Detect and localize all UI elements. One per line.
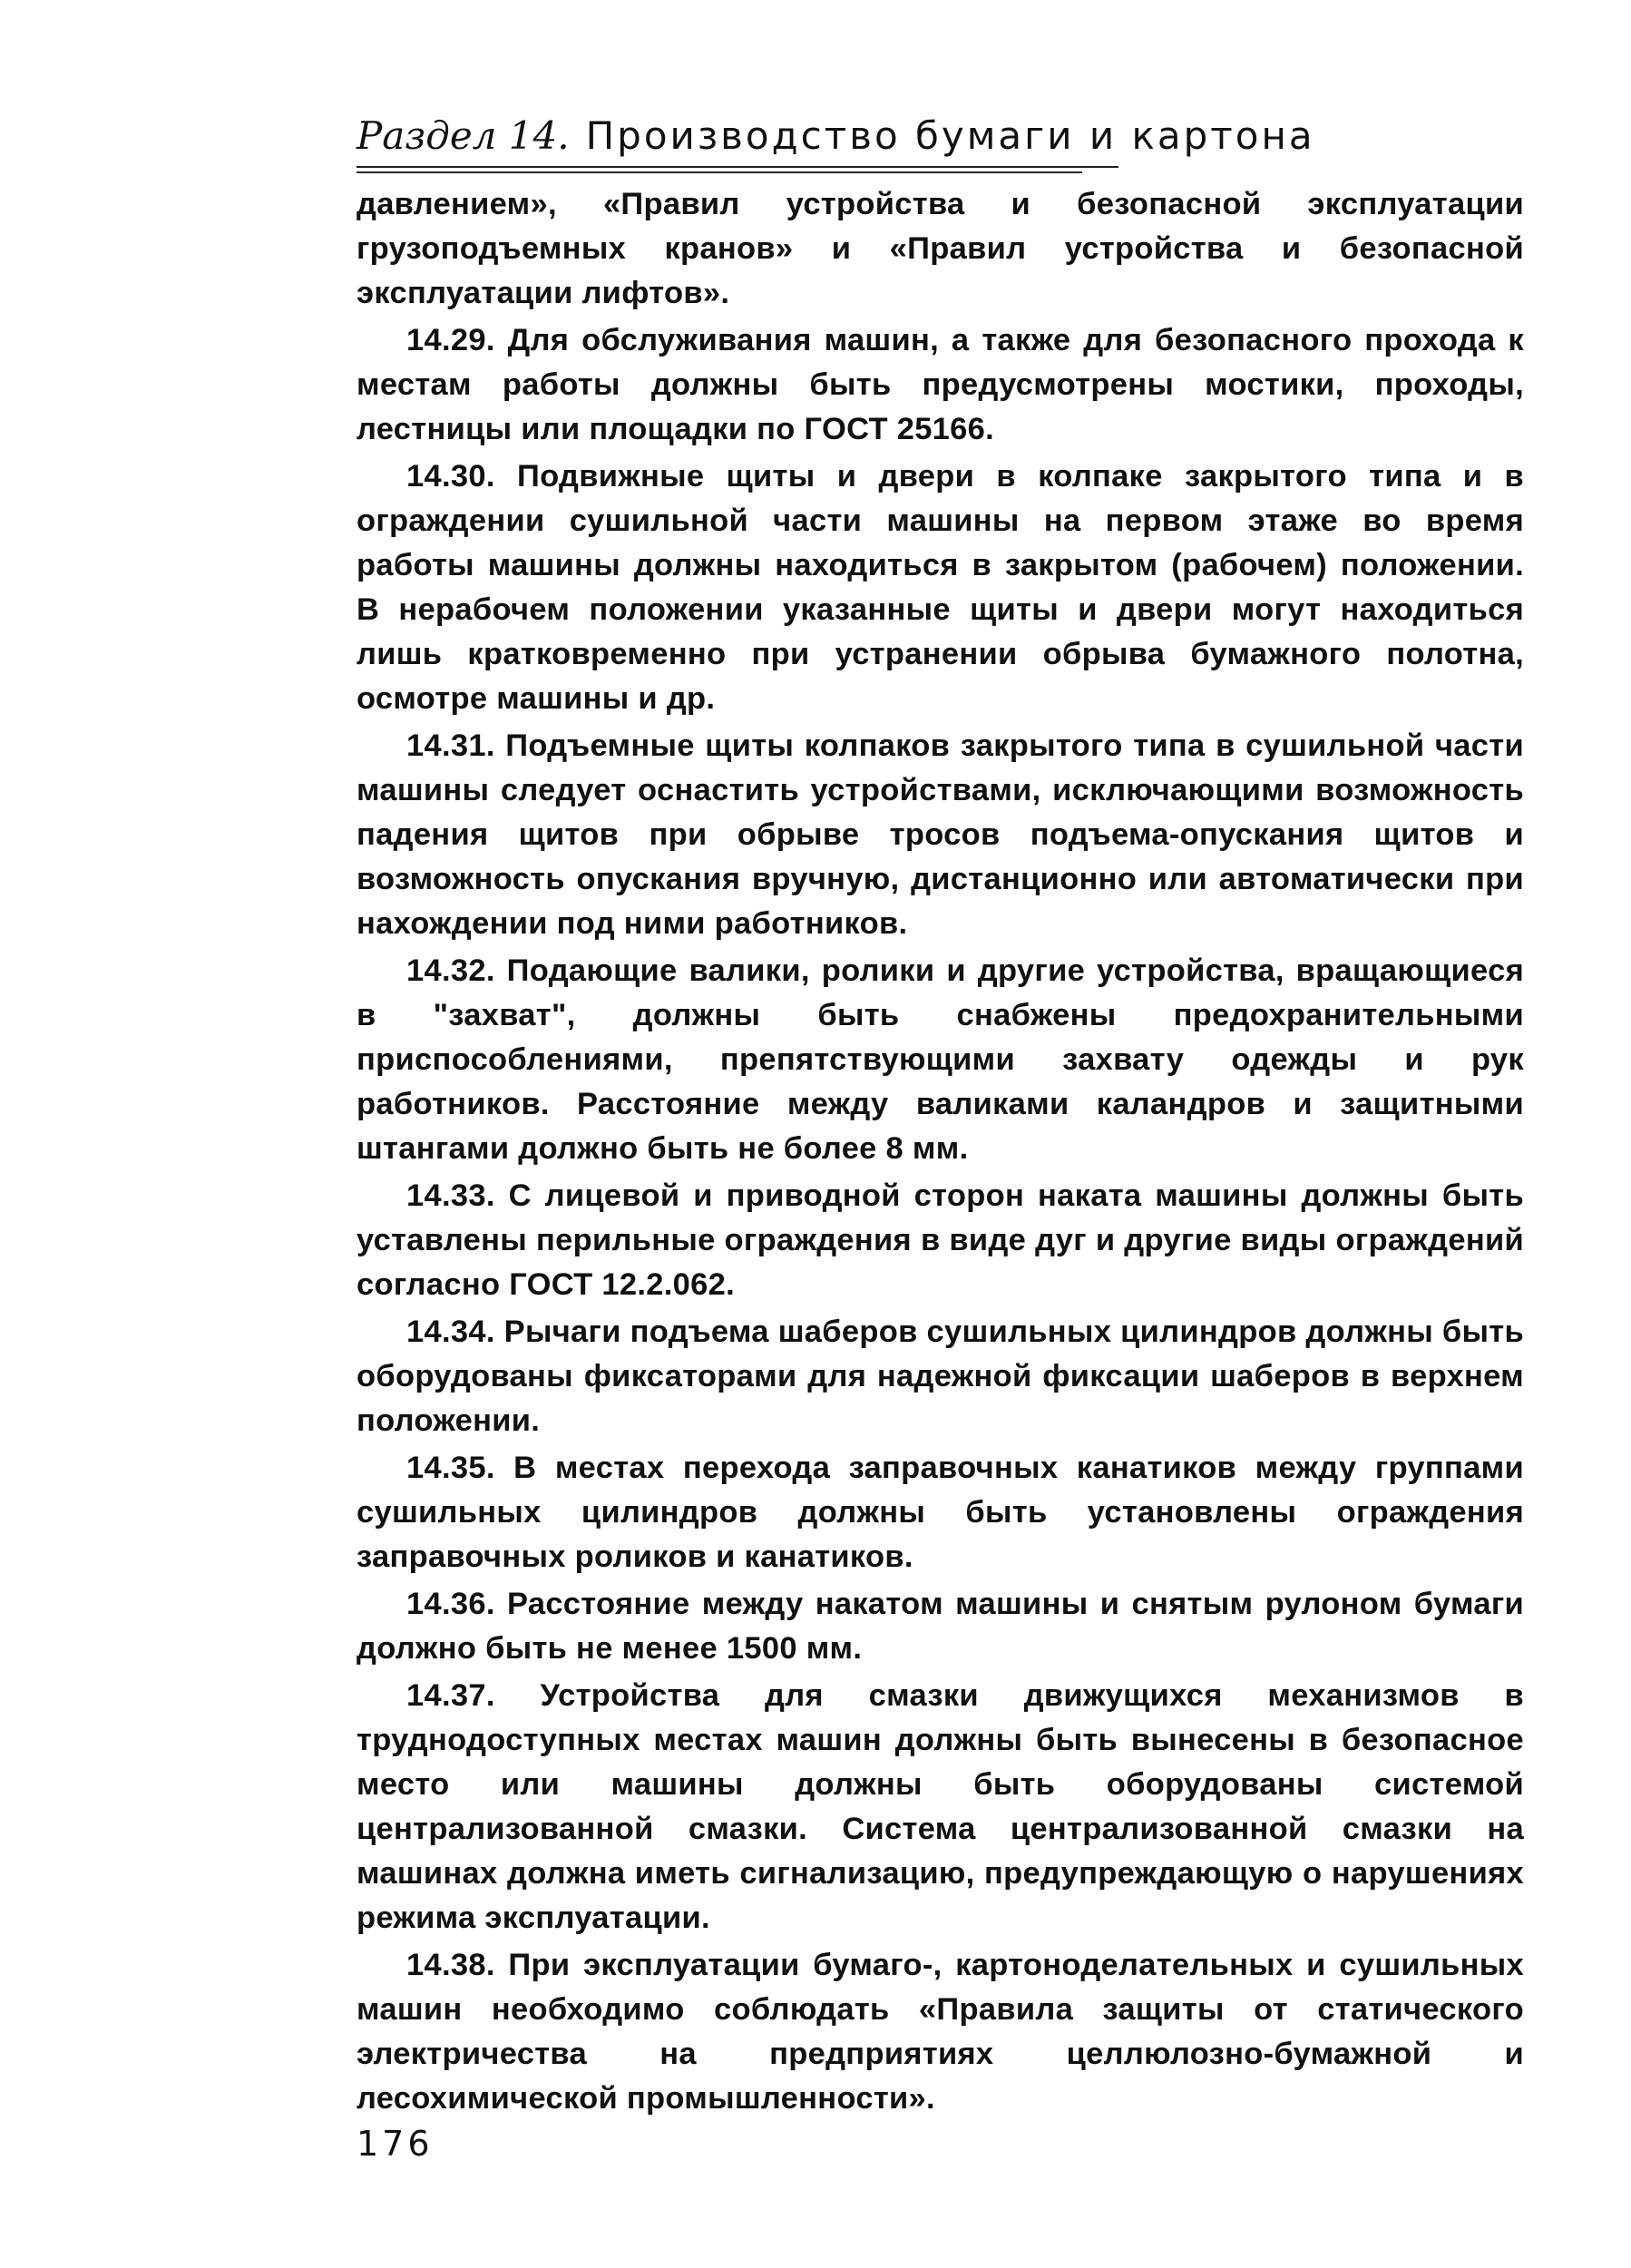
paragraph-14-35: 14.35. В местах перехода заправочных канатиков между группами сушильных цилиндров должны быть установлены ограждения заправочных роликов и канатиков.	[356, 1451, 1524, 1574]
paragraph-14-29: 14.29. Для обслуживания машин, а также для безопасного прохода к местам работы должны быть предусмотрены мостики, проходы, лестницы или площадки по ГОСТ 25166.	[356, 323, 1524, 446]
paragraph-14-31: 14.31. Подъемные щиты колпаков закрытого типа в сушильной части машины следует оснастить устройствами, исключающими возможность падения щитов при обрыве тросов подъема-опускания щитов и возможность опускания вручную, дистанционно или автоматически при нахождении под ними работников.	[356, 728, 1524, 941]
running-header	[356, 113, 1524, 164]
body-text	[356, 182, 1524, 2121]
paragraph-14-36: 14.36. Расстояние между накатом машины и снятым рулоном бумаги должно быть не менее 1500 мм.	[356, 1587, 1524, 1666]
paragraph-14-34: 14.34. Рычаги подъема шаберов сушильных цилиндров должны быть оборудованы фиксаторами для надежной фиксации шаберов в верхнем положении.	[356, 1315, 1524, 1438]
section-label: Раздел 14.	[356, 113, 570, 158]
page-number: 176	[356, 2124, 434, 2164]
header-rule-secondary	[356, 171, 1082, 173]
paragraph-14-37: 14.37. Устройства для смазки движущихся механизмов в труднодоступных местах машин должны быть вынесены в безопасное место или машины должны быть оборудованы системой централизованной смазки. Система централизованной смазки на машинах должна иметь сигнализацию, предупреждающую о нарушениях режима эксплуатации.	[356, 1678, 1524, 1935]
section-title: Производство бумаги и картона	[585, 113, 1315, 158]
paragraph-14-32: 14.32. Подающие валики, ролики и другие устройства, вращающиеся в "захват", должны быть снабжены предохранительными приспособлениями, препятствующими захвату одежды и рук работников. Расстояние между валиками каландров и защитными штангами должно быть не более 8 мм.	[356, 953, 1524, 1166]
header-rule	[356, 166, 1118, 168]
paragraph-14-33: 14.33. С лицевой и приводной сторон наката машины должны быть уставлены перильные ограждения в виде дуг и другие виды ограждений согласно ГОСТ 12.2.062.	[356, 1178, 1524, 1302]
paragraph-14-30: 14.30. Подвижные щиты и двери в колпаке закрытого типа и в ограждении сушильной части машины на первом этаже во время работы машины должны находиться в закрытом (рабочем) положении. В нерабочем положении указанные щиты и двери могут находиться лишь кратковременно при устранении обрыва бумажного полотна, осмотре машины и др.	[356, 459, 1524, 716]
paragraph-14-38: 14.38. При эксплуатации бумаго-, картоноделательных и сушильных машин необходимо соблюдать «Правила защиты от статического электричества на предприятиях целлюлозно-бумажной и лесохимической промышленности».	[356, 1948, 1524, 2116]
paragraph-continuation: давлением», «Правил устройства и безопасной эксплуатации грузоподъемных кранов» и «Правил устройства и безопасной эксплуатации лифтов».	[356, 187, 1524, 310]
document-page	[356, 113, 1524, 2164]
